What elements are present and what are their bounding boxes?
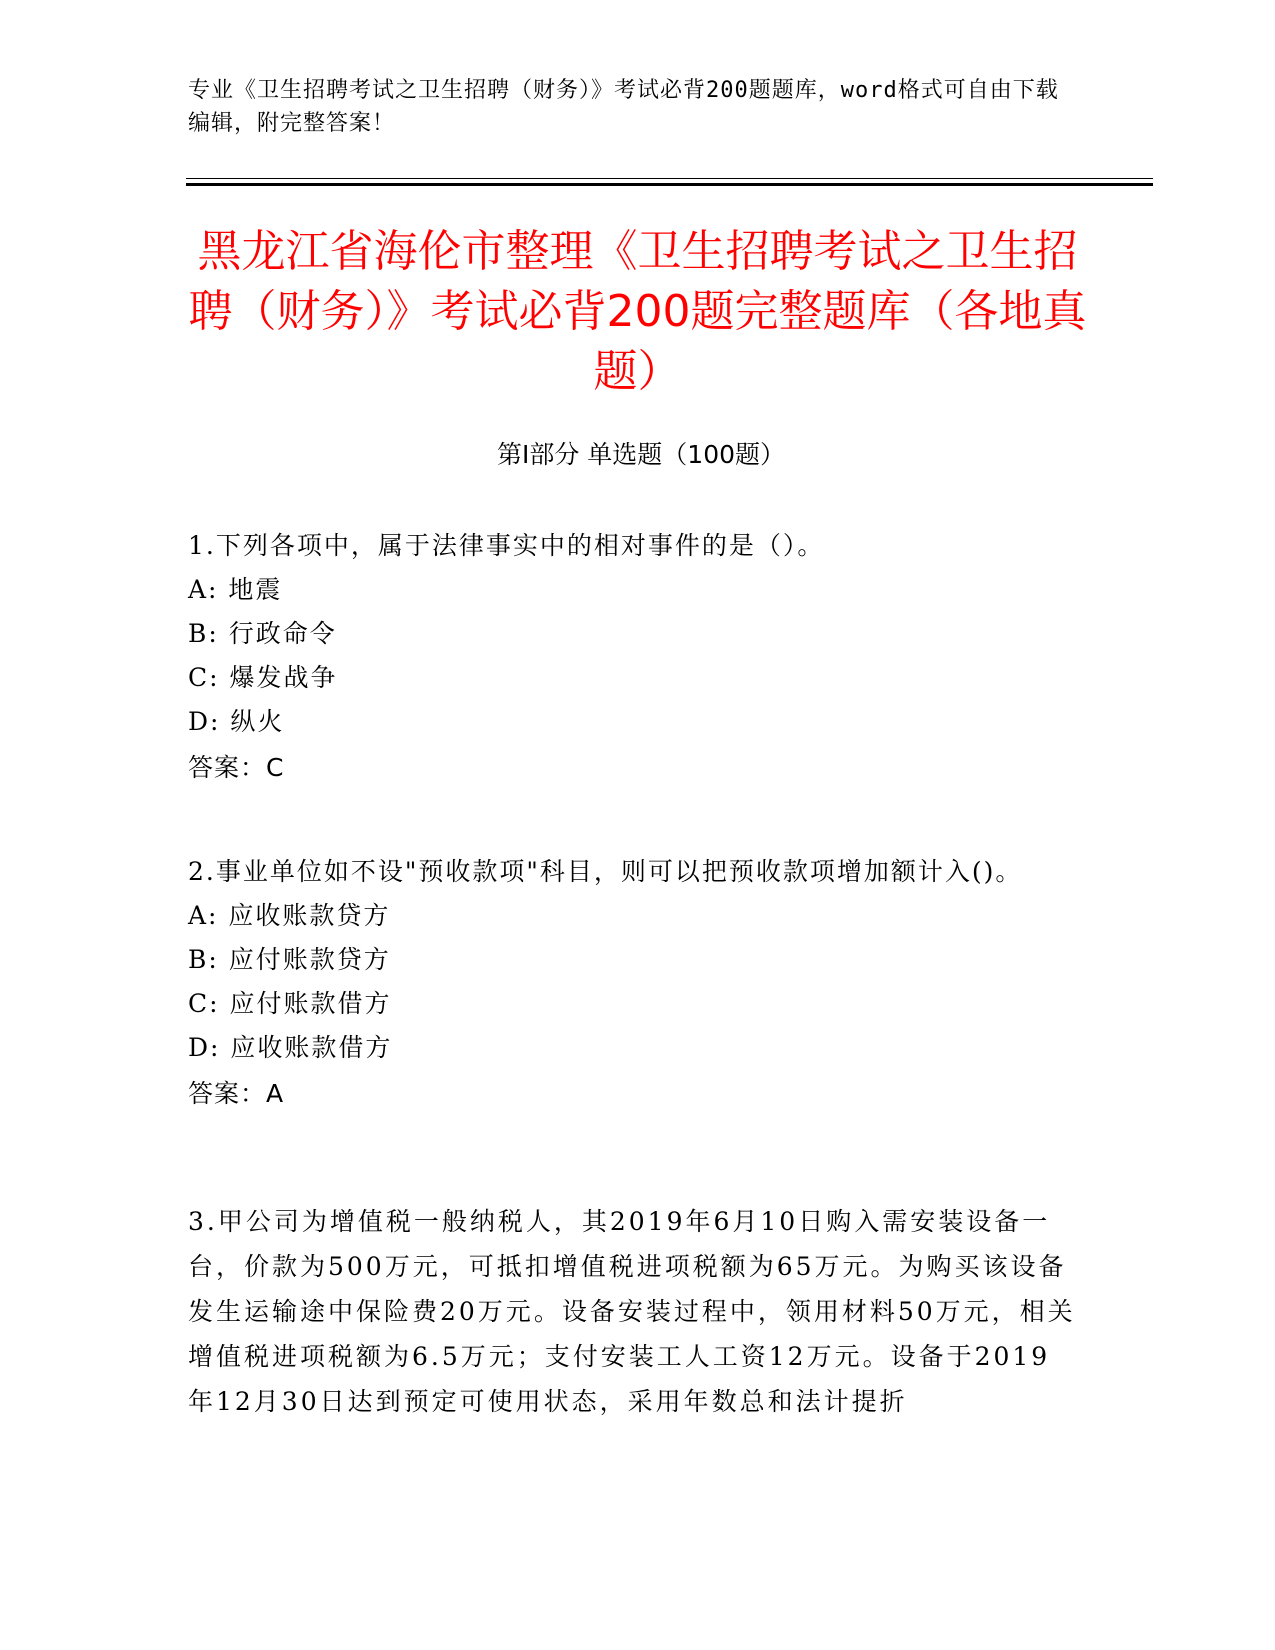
header-divider-thick bbox=[186, 183, 1153, 186]
option-d: D: 应收账款借方 bbox=[188, 1033, 393, 1062]
option-a: A: 应收账款贷方 bbox=[188, 901, 391, 930]
question-stem: 1.下列各项中，属于法律事实中的相对事件的是（）。 bbox=[188, 531, 825, 560]
document-title: 黑龙江省海伦市整理《卫生招聘考试之卫生招聘（财务）》考试必背200题完整题库（各地真题） bbox=[188, 226, 1087, 397]
option-b: B: 行政命令 bbox=[188, 619, 337, 648]
answer: 答案：A bbox=[188, 1079, 285, 1108]
answer: 答案：C bbox=[188, 753, 285, 782]
question-stem: 3.甲公司为增值税一般纳税人，其2019年6月10日购入需安装设备一台，价款为500万元，可抵扣增值税进项税额为65万元。为购买该设备发生运输途中保险费20万元。设备安装过程中，领用材料50万元，相关增值税进项税额为6.5万元；支付安装工人工资12万元。设备于2019年12月30日达到预定可使用状态，采用年数总和法计提折 bbox=[188, 1207, 1076, 1416]
header-note: 专业《卫生招聘考试之卫生招聘（财务）》考试必背200题题库，word格式可自由下载编辑，附完整答案！ bbox=[188, 78, 1059, 136]
question-2 bbox=[188, 850, 1078, 1118]
section-title: 第I部分 单选题（100题） bbox=[496, 440, 786, 469]
header-divider-thin bbox=[186, 178, 1153, 179]
option-b: B: 应付账款贷方 bbox=[188, 945, 391, 974]
option-d: D: 纵火 bbox=[188, 707, 285, 736]
option-a: A: 地震 bbox=[188, 575, 283, 604]
option-c: C: 爆发战争 bbox=[188, 663, 338, 692]
question-1 bbox=[188, 524, 1078, 792]
option-c: C: 应付账款借方 bbox=[188, 989, 392, 1018]
question-3 bbox=[188, 1199, 1078, 1424]
question-stem: 2.事业单位如不设"预收款项"科目，则可以把预收款项增加额计入()。 bbox=[188, 857, 1023, 886]
